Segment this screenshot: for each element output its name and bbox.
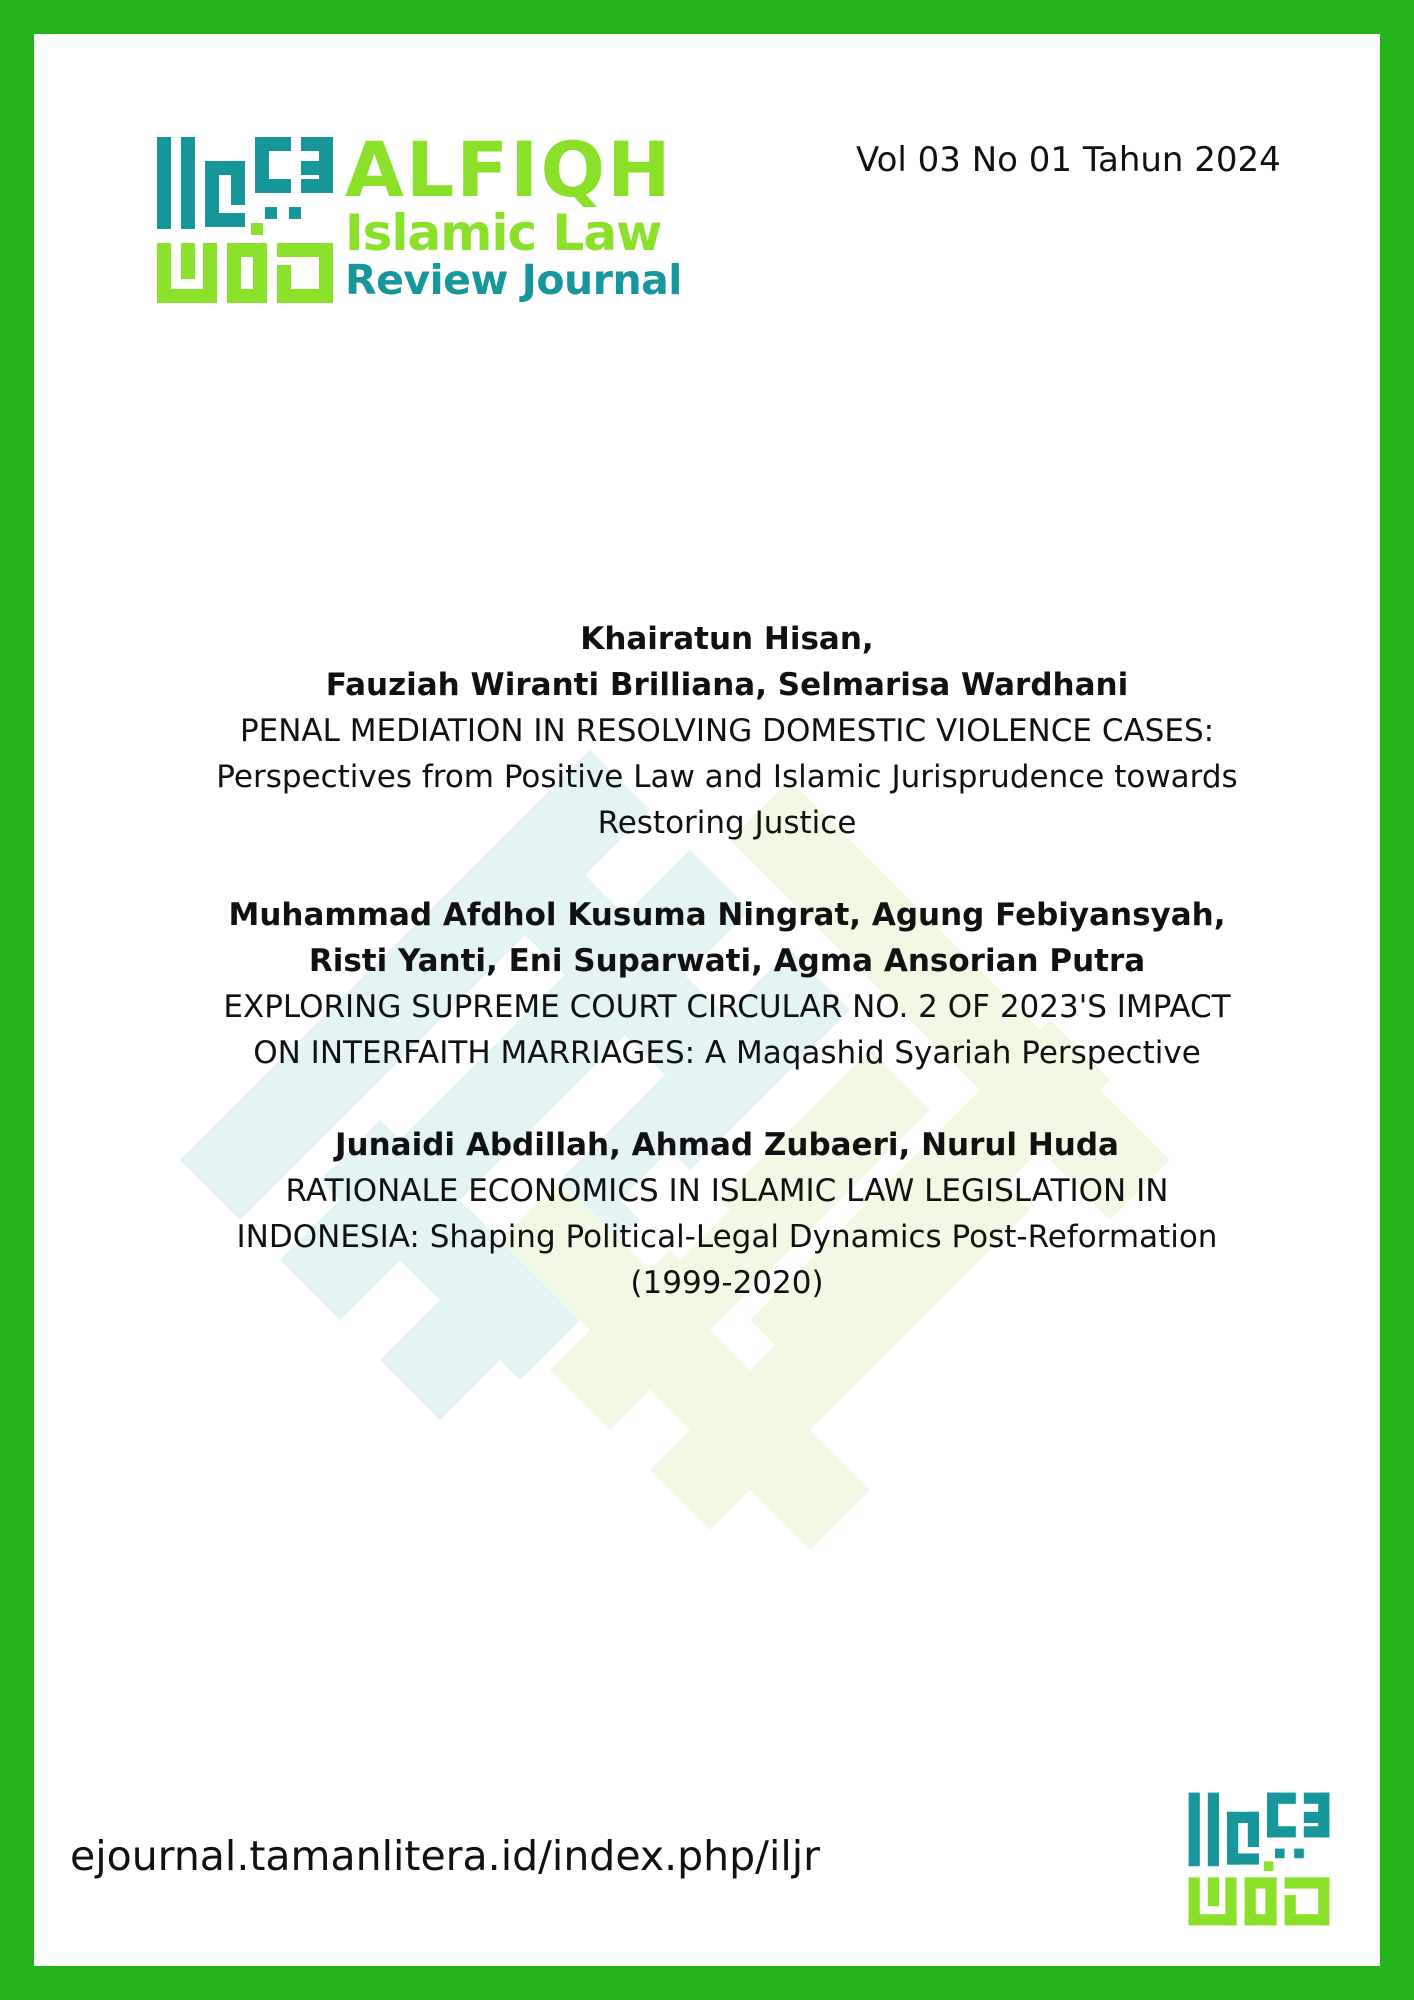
- alfiqh-logo-small-icon: [1187, 1791, 1331, 1927]
- journal-name-line1: ALFIQH: [345, 125, 673, 214]
- article-title: EXPLORING SUPREME COURT CIRCULAR NO. 2 OF 2023'S IMPACT: [223, 989, 1231, 1025]
- article-authors: Khairatun Hisan,: [580, 621, 874, 657]
- article-item: [120, 616, 1334, 846]
- alfiqh-logo-icon: [155, 135, 335, 305]
- article-authors: Muhammad Afdhol Kusuma Ningrat, Agung Febiyansyah,: [228, 897, 1226, 933]
- journal-wordmark: [345, 125, 682, 304]
- article-authors: Fauziah Wiranti Brilliana, Selmarisa Wardhani: [325, 667, 1129, 703]
- article-title: RATIONALE ECONOMICS IN ISLAMIC LAW LEGISLATION IN: [285, 1173, 1169, 1209]
- volume-label: Vol 03 No 01 Tahun 2024: [856, 140, 1281, 180]
- journal-name-line2: Islamic Law: [345, 204, 662, 262]
- article-title: (1999-2020): [630, 1265, 824, 1301]
- article-title: Perspectives from Positive Law and Islamic Jurisprudence towards: [216, 759, 1238, 795]
- journal-name-line3: Review Journal: [345, 256, 682, 304]
- article-title: Restoring Justice: [597, 805, 857, 841]
- article-title: PENAL MEDIATION IN RESOLVING DOMESTIC VIOLENCE CASES:: [239, 713, 1215, 749]
- article-authors: Risti Yanti, Eni Suparwati, Agma Ansorian Putra: [308, 943, 1146, 979]
- journal-url: ejournal.tamanlitera.id/index.php/iljr: [70, 1832, 821, 1880]
- article-list: [120, 616, 1334, 1352]
- article-item: [120, 892, 1334, 1076]
- article-title: ON INTERFAITH MARRIAGES: A Maqashid Syariah Perspective: [253, 1035, 1201, 1071]
- article-item: [120, 1122, 1334, 1306]
- article-title: INDONESIA: Shaping Political-Legal Dynamics Post-Reformation: [236, 1219, 1218, 1255]
- article-authors: Junaidi Abdillah, Ahmad Zubaeri, Nurul Huda: [335, 1127, 1119, 1163]
